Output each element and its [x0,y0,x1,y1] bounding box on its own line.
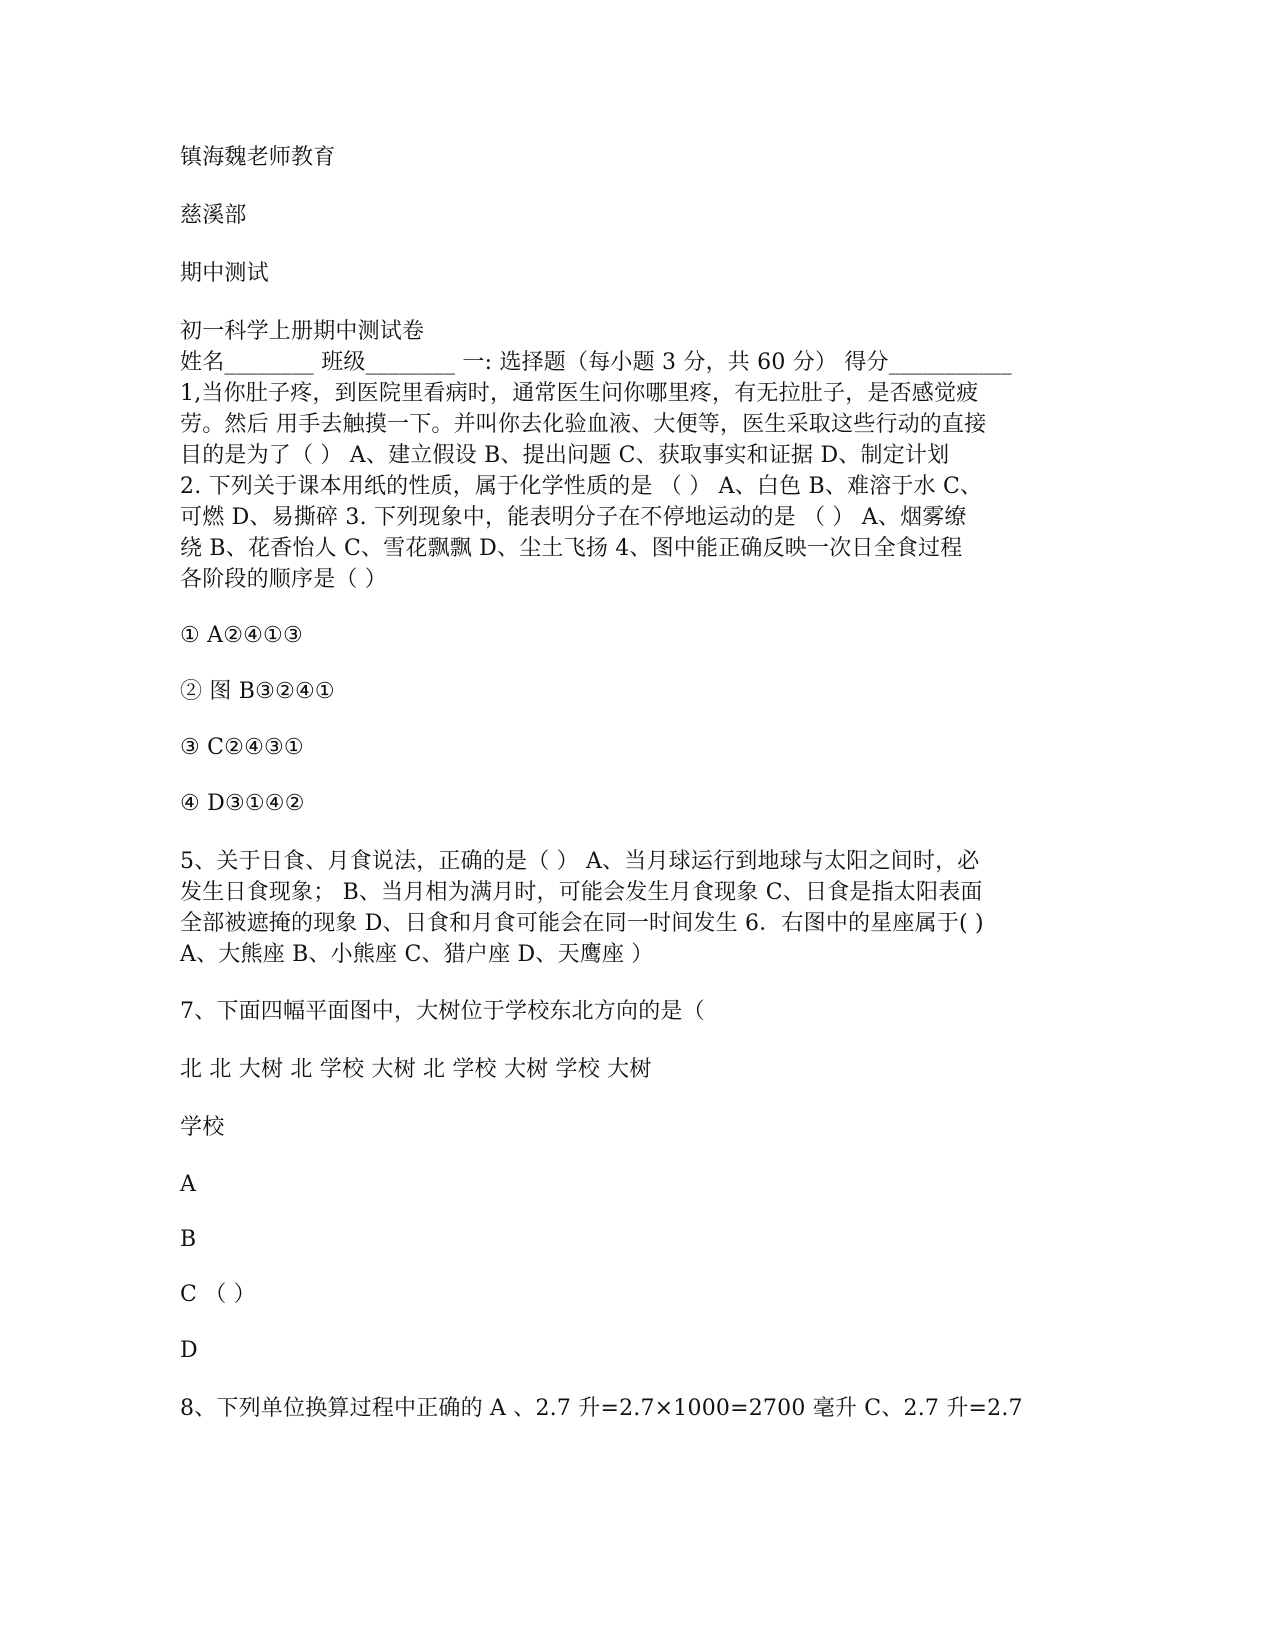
q4-option: ④ D③①④② [180,791,305,816]
q7-figure-labels: 北 北 大树 北 学校 大树 北 学校 大树 学校 大树 [180,1057,652,1082]
q7-figure-extra: 学校 [180,1115,225,1140]
q5-line: 全部被遮掩的现象 D、日食和月食可能会在同一时间发生 6．右图中的星座属于( ) [180,911,984,936]
q5-line: 发生日食现象； B、当月相为满月时，可能会发生月食现象 C、日食是指太阳表面 [180,880,983,905]
question-line: 劳。然后 用手去触摸一下。并叫你去化验血液、大便等，医生采取这些行动的直接 [180,412,987,437]
exam-title: 初一科学上册期中测试卷 [180,319,425,344]
q7-option-c: C （ ） [180,1282,256,1307]
q8-question: 8、下列单位换算过程中正确的 A 、2.7 升=2.7×1000=2700 毫升 C、2.7 升=2.7 [180,1396,1023,1421]
q5-line: 5、关于日食、月食说法，正确的是（ ） A、当月球运行到地球与太阳之间时，必 [180,849,980,874]
question-line: 1,当你肚子疼，到医院里看病时，通常医生问你哪里疼，有无拉肚子，是否感觉疲 [180,381,979,406]
question-line: 2. 下列关于课本用纸的性质，属于化学性质的是 （ ） A、白色 B、难溶于水 C、 [180,474,983,499]
question-line: 绕 B、花香怡人 C、雪花飘飘 D、尘土飞扬 4、图中能正确反映一次日全食过程 [180,536,963,561]
info-line: 姓名________ 班级________ 一: 选择题（每小题 3 分，共 60 分） 得分___________ [180,350,1012,375]
org-name: 镇海魏老师教育 [180,145,336,170]
q6-options: A、大熊座 B、小熊座 C、猎户座 D、天鹰座 ） [180,942,654,967]
branch-name: 慈溪部 [180,203,247,228]
q7-question: 7、下面四幅平面图中，大树位于学校东北方向的是（ [180,999,705,1024]
q7-option-a: A [180,1172,197,1197]
q7-option-d: D [180,1338,198,1363]
exam-label: 期中测试 [180,261,269,286]
q4-option: ① A②④①③ [180,623,303,648]
q7-option-b: B [180,1227,197,1252]
question-line: 可燃 D、易撕碎 3. 下列现象中，能表明分子在不停地运动的是 （ ） A、烟雾缭 [180,505,967,530]
q4-option: ② 图 B③②④① [180,679,335,704]
question-line: 目的是为了（ ） A、建立假设 B、提出问题 C、获取事实和证据 D、制定计划 [180,443,950,468]
q4-option: ③ C②④③① [180,735,304,760]
question-line: 各阶段的顺序是（ ） [180,567,387,592]
